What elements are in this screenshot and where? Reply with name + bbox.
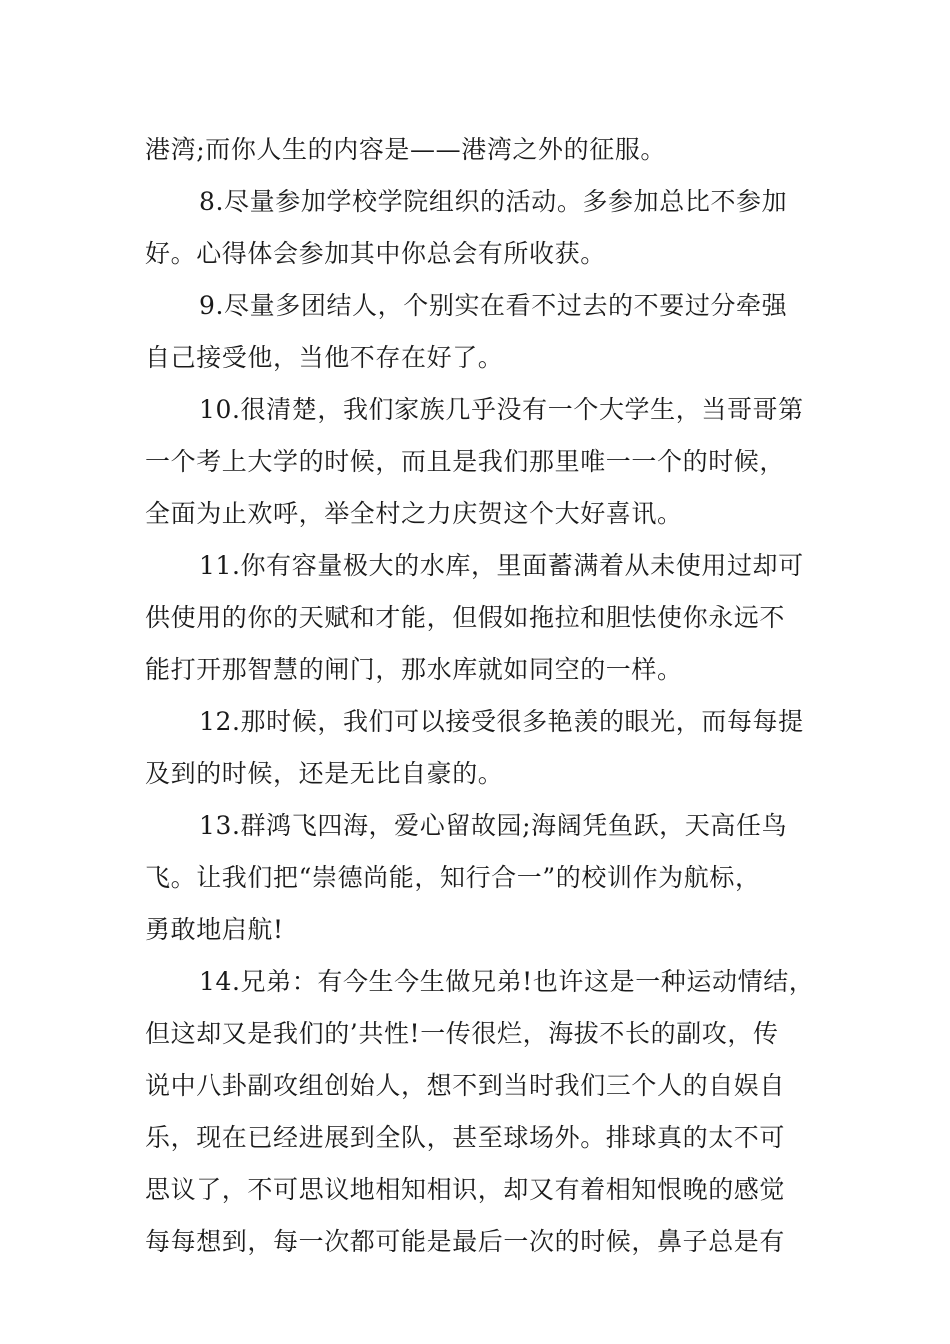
text-line-22: 每每想到，每一次都可能是最后一次的时候，鼻子总是有 [145, 1227, 786, 1256]
text-line-8: 全面为止欢呼，举全村之力庆贺这个大好喜讯。 [145, 499, 683, 528]
text-line-11: 能打开那智慧的闸门，那水库就如同空的一样。 [145, 655, 683, 684]
text-line-2: 8.尽量参加学校学院组织的活动。多参加总比不参加 [199, 187, 788, 216]
text-line-7: 一个考上大学的时候，而且是我们那里唯一一个的时候， [145, 447, 786, 476]
text-line-15: 飞。让我们把“崇德尚能，知行合一”的校训作为航标， [145, 863, 761, 892]
text-line-19: 说中八卦副攻组创始人，想不到当时我们三个人的自娱自 [145, 1071, 786, 1100]
text-line-21: 思议了，不可思议地相知相识，却又有着相知恨晚的感觉 [145, 1175, 786, 1204]
text-line-17: 14.兄弟：有今生今生做兄弟!也许这是一种运动情结， [199, 967, 815, 996]
text-line-9: 11.你有容量极大的水库，里面蓄满着从未使用过却可 [199, 551, 804, 580]
text-line-13: 及到的时候，还是无比自豪的。 [145, 759, 504, 788]
text-line-12: 12.那时候，我们可以接受很多艳羡的眼光，而每每提 [199, 707, 804, 736]
text-line-4: 9.尽量多团结人，个别实在看不过去的不要过分牵强 [199, 291, 788, 320]
document-body [145, 124, 825, 1268]
text-line-1: 港湾;而你人生的内容是——港湾之外的征服。 [145, 135, 667, 164]
text-line-6: 10.很清楚，我们家族几乎没有一个大学生，当哥哥第 [199, 395, 804, 424]
text-line-20: 乐，现在已经进展到全队，甚至球场外。排球真的太不可 [145, 1123, 786, 1152]
text-line-5: 自己接受他，当他不存在好了。 [145, 343, 504, 372]
text-line-14: 13.群鸿飞四海，爱心留故园;海阔凭鱼跃，天高任鸟 [199, 811, 788, 840]
text-line-16: 勇敢地启航! [145, 915, 284, 944]
text-line-3: 好。心得体会参加其中你总会有所收获。 [145, 239, 606, 268]
text-line-10: 供使用的你的天赋和才能，但假如拖拉和胆怯使你永远不 [145, 603, 786, 632]
text-line-18: 但这却又是我们的’共性!一传很烂，海拔不长的副攻，传 [145, 1019, 779, 1048]
